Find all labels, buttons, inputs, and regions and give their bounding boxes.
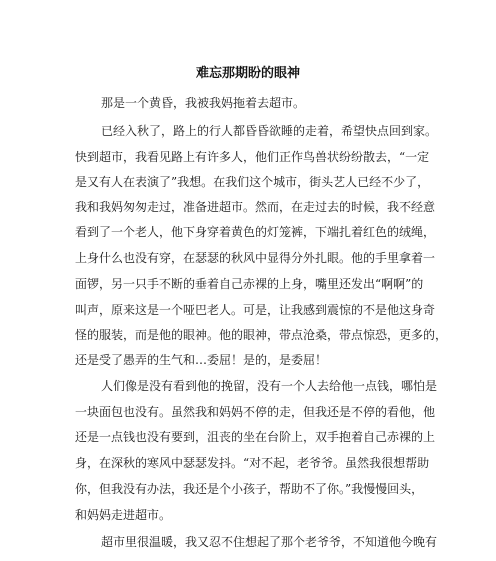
paragraph-line: 上身什么也没有穿，在瑟瑟的秋风中显得分外扎眼。他的手里拿着一 — [75, 251, 436, 265]
paragraph-line: 我和我妈匆匆走过，准备进超市。然而，在走过去的时候，我不经意 — [75, 200, 436, 214]
paragraph-line: 快到超市，我看见路上有许多人，他们正作鸟兽状纷纷散去，“一定 — [75, 150, 430, 164]
paragraph-line: 已经入秋了，路上的行人都昏昏欲睡的走着，希望快点回到家。 — [101, 124, 438, 138]
paragraph-line: 还是一点钱也没有要到，沮丧的坐在台阶上，双手抱着自己赤裸的上 — [75, 430, 436, 444]
paragraph-line: 超市里很温暖，我又忍不住想起了那个老爷爷，不知道他今晚有 — [101, 535, 438, 549]
paragraph-line: 一块面包也没有。虽然我和妈妈不停的走，但我还是不停的看他，他 — [75, 405, 436, 419]
paragraph-line: 你，但我没有办法，我还是个小孩子，帮助不了你。”我慢慢回头， — [75, 482, 424, 496]
paragraph-line: 还是受了愚弄的生气和…委屈！是的，是委屈！ — [75, 353, 328, 367]
paragraph-line: 叫声，原来这是一个哑巴老人。可是，让我感到震惊的不是他这身奇 — [75, 303, 436, 317]
paragraph-line: 是又有人在表演了”我想。在我们这个城市，街头艺人已经不少了， — [75, 175, 430, 189]
document-title: 难忘那期盼的眼神 — [195, 66, 300, 81]
paragraph-line: 那是一个黄昏，我被我妈拖着去超市。 — [101, 96, 306, 110]
paragraph-line: 看到了一个老人，他下身穿着黄色的灯笼裤，下端扎着红色的绒绳， — [75, 225, 436, 239]
paragraph-line: 面锣，另一只手不断的垂着自己赤裸的上身，嘴里还发出“啊啊”的 — [75, 277, 424, 291]
paragraph-line: 人们像是没有看到他的挽留，没有一个人去给他一点钱，哪怕是 — [101, 379, 438, 393]
paragraph-line: 和妈妈走进超市。 — [75, 508, 172, 522]
paragraph-line: 身，在深秋的寒风中瑟瑟发抖。“对不起，老爷爷。虽然我很想帮助 — [75, 456, 430, 470]
paragraph-line: 怪的服装，而是他的眼神。他的眼神，带点沧桑，带点惊恐，更多的， — [75, 328, 448, 342]
